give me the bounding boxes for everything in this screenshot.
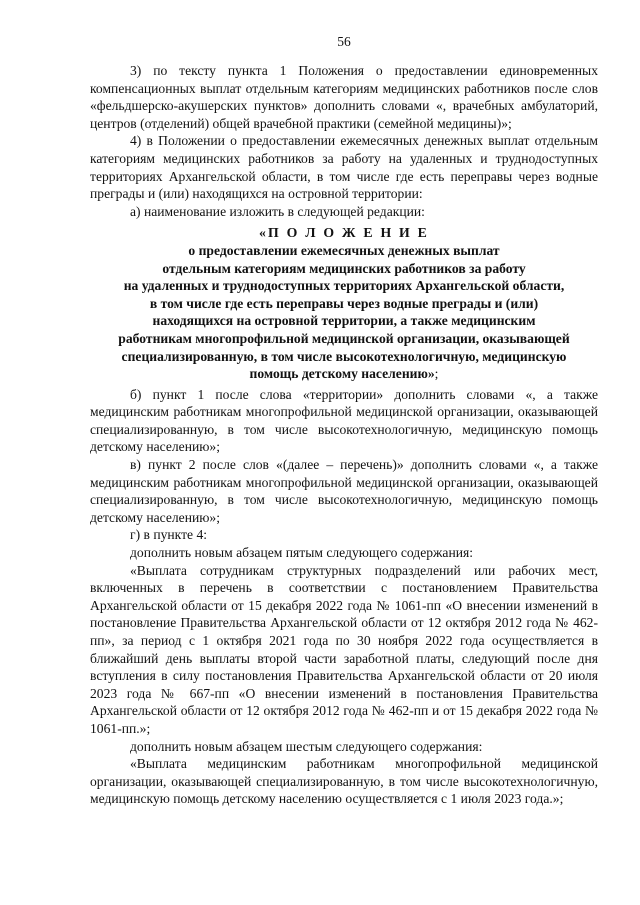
paragraph-subitem-g: г) в пункте 4:: [130, 527, 208, 543]
page-number: 56: [337, 34, 351, 49]
regulation-title-head: «П О Л О Ж Е Н И Е: [258, 225, 430, 241]
paragraph-add-fifth: дополнить новым абзацем пятым следующего содержания:: [130, 545, 474, 561]
paragraph-fifth-content: «Выплата сотрудникам структурных подразделений или рабочих мест, включенных в перечень в соответствии с постановлением Правительства Архангельской области от 15 декабря 2022 года № 1061-пп «О внесении изменений в постановление Правительства Архангельской области от 12 октября 2012 года № 462-пп», за период с 1 октября 2021 года по 30 ноября 2022 года осуществляется в ближайший день выплаты второй части заработной платы, следующий после дня вступления в силу постановления Правительства Архангельской области от 20 июля 2023 года № 667-пп «О внесении изменений в постановления Правительства Архангельской области от 12 октября 2012 года № 462-пп и от 15 декабря 2022 года № 1061-пп.»;: [90, 562, 598, 736]
regulation-title-line: о предоставлении ежемесячных денежных выплат: [188, 242, 500, 258]
paragraph-item-3: 3) по тексту пункта 1 Положения о предоставлении единовременных компенсационных выплат отдельным категориям медицинских работников после слов «фельдшерско-акушерских пунктов» дополнить словами «, врачебных амбулаторий, центров (отделений) общей врачебной практики (семейной медицины)»;: [90, 63, 598, 131]
regulation-title-line: работникам многопрофильной медицинской организации, оказывающей: [118, 330, 570, 346]
regulation-title: [90, 224, 598, 382]
paragraph-subitem-v: в) пункт 2 после слов «(далее – перечень)» дополнить словами «, а также медицинским работникам многопрофильной медицинской организации, оказывающей специализированную, в том числе высокотехнологичную, медицинскую помощь детскому населению»;: [90, 457, 598, 525]
regulation-title-line: находящихся на островной территории, а также медицинским: [152, 313, 536, 329]
regulation-title-line: в том числе где есть переправы через водные преграды и (или): [149, 295, 539, 311]
paragraph-subitem-b: б) пункт 1 после слова «территории» дополнить словами «, а также медицинским работникам многопрофильной медицинской организации, оказывающей специализированную, в том числе высокотехнологичную, медицинскую помощь детскому населению»;: [90, 386, 598, 455]
paragraph-subitem-a: а) наименование изложить в следующей редакции:: [130, 203, 425, 219]
regulation-title-line: на удаленных и труднодоступных территориях Архангельской области,: [123, 278, 565, 294]
paragraph-sixth-content: «Выплата медицинским работникам многопрофильной медицинской организации, оказывающей специализированную, в том числе высокотехнологичную, медицинскую помощь детскому населению осуществляется с 1 июля 2023 года.»;: [90, 756, 598, 807]
paragraph-item-4: 4) в Положении о предоставлении ежемесячных денежных выплат отдельным категориям медицинских работников за работу на удаленных и труднодоступных территориях Архангельской области, в том числе где есть переправы через водные преграды и (или) находящихся на островной территории:: [90, 133, 598, 202]
regulation-title-last-line: [90, 365, 598, 383]
regulation-title-last-text: помощь детскому населению»: [249, 366, 435, 382]
regulation-title-end-punct: ;: [434, 366, 439, 382]
regulation-title-line: отдельным категориям медицинских работников за работу: [162, 260, 526, 276]
regulation-title-line: специализированную, в том числе высокотехнологичную, медицинскую: [121, 348, 567, 364]
paragraph-add-sixth: дополнить новым абзацем шестым следующего содержания:: [130, 738, 483, 754]
